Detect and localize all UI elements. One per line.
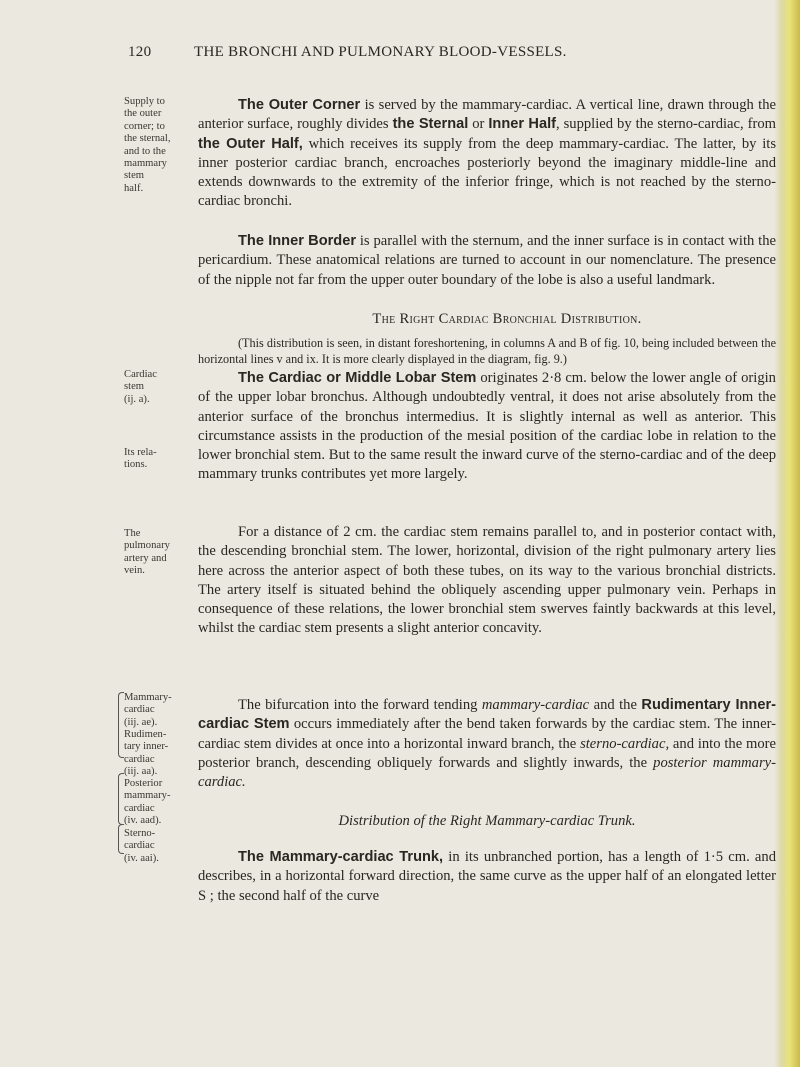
subsection-title: Distribution of the Right Mammary-cardiac Trunk. bbox=[338, 813, 636, 829]
sidenote-rudimentary: Rudimen- tary inner- cardiac (iij. aa). bbox=[124, 729, 169, 778]
section-title: The Right Cardiac Bronchial Distribution. bbox=[372, 311, 642, 327]
paragraph-bifurcation: The bifurcation into the forward tending mammary-cardiac and the Rudimentary Inner-cardiac Stem occurs immediately after the bend taken forwards by the cardiac stem. The inner-cardiac stem divides at once into a horizontal inward branch, the sterno-cardiac, and into the more posterior branch, descending obliquely forwards and slightly inwards, the posterior mammary-cardiac. bbox=[198, 697, 777, 791]
sidenote-relations: Its rela- tions. bbox=[124, 447, 157, 471]
section-note: (This distribution is seen, in distant foreshortening, in columns A and B of fig. 10, being included between the horizontal lines v and ix. It is more clearly displayed in the diagram, fig. 9.) bbox=[198, 336, 776, 366]
sidenote-posterior: Posterior mammary- cardiac (iv. aad). bbox=[124, 778, 171, 827]
paragraph-cardiac-stem: The Cardiac or Middle Lobar Stem originates 2·8 cm. below the lower angle of origin of the upper lobar bronchus. Although undoubtedly ventral, it does not arise absolutely from the anterior surface of the bronchus intermedius. It is slightly internal as well as anterior. This circumstance assists in the production of the mesial position of the cardiac lobe in relation to the lower bronchial stem. But to the same result the inward curve of the sterno-cardiac and of the deep mammary trunks contributes yet more largely. bbox=[198, 370, 776, 483]
page-edge bbox=[774, 0, 800, 1067]
paragraph-inner-border: The Inner Border is parallel with the sternum, and the inner surface is in contact with the pericardium. These anatomical relations are turned to account in our nomenclature. The presence of the nipple not far from the upper outer boundary of the lobe is also a useful landmark. bbox=[198, 233, 777, 288]
paragraph-mammary-trunk: The Mammary-cardiac Trunk, in its unbranched portion, has a length of 1·5 cm. and describes, in a horizontal forward direction, the same curve as the upper half of an elongated letter S ; the second half of the curve bbox=[198, 849, 776, 904]
sidenote-sterno-cardiac: Sterno- cardiac (iv. aai). bbox=[124, 828, 159, 864]
sidenote-cardiac-stem: Cardiac stem (ij. a). bbox=[124, 369, 157, 405]
page-number: 120 bbox=[128, 44, 152, 60]
running-title: THE BRONCHI AND PULMONARY BLOOD-VESSELS. bbox=[194, 44, 567, 60]
paragraph-relations: For a distance of 2 cm. the cardiac stem remains parallel to, and in posterior contact with, the descending bronchial stem. The lower, horizontal, division of the right pulmonary artery lies here across the anterior aspect of both these tubes, on its way to the various bronchial districts. The artery itself is situated behind the obliquely ascending upper pulmonary vein. Perhaps in consequence of these relations, the lower bronchial stem swerves faintly backwards at this level, whilst the cardiac stem presents a slight anterior concavity. bbox=[198, 524, 776, 637]
sidenote-pulmonary-vein: The pulmonary artery and vein. bbox=[124, 528, 170, 577]
sidenote-mammary-cardiac: Mammary- cardiac (iij. ae). bbox=[124, 692, 172, 728]
sidenote-supply: Supply to the outer corner; to the sternal, and to the mammary stem half. bbox=[124, 96, 171, 194]
paragraph-outer-corner: The Outer Corner is served by the mammary-cardiac. A vertical line, drawn through the anterior surface, roughly divides the Sternal or Inner Half, supplied by the sterno-cardiac, from the Outer Half, which receives its supply from the deep mammary-cardiac. The latter, by its inner posterior cardiac branch, encroaches posteriorly beyond the imaginary middle-line and extends downwards to the extremity of the inferior fringe, which is not reached by the sterno-cardiac bronchi. bbox=[198, 97, 777, 210]
